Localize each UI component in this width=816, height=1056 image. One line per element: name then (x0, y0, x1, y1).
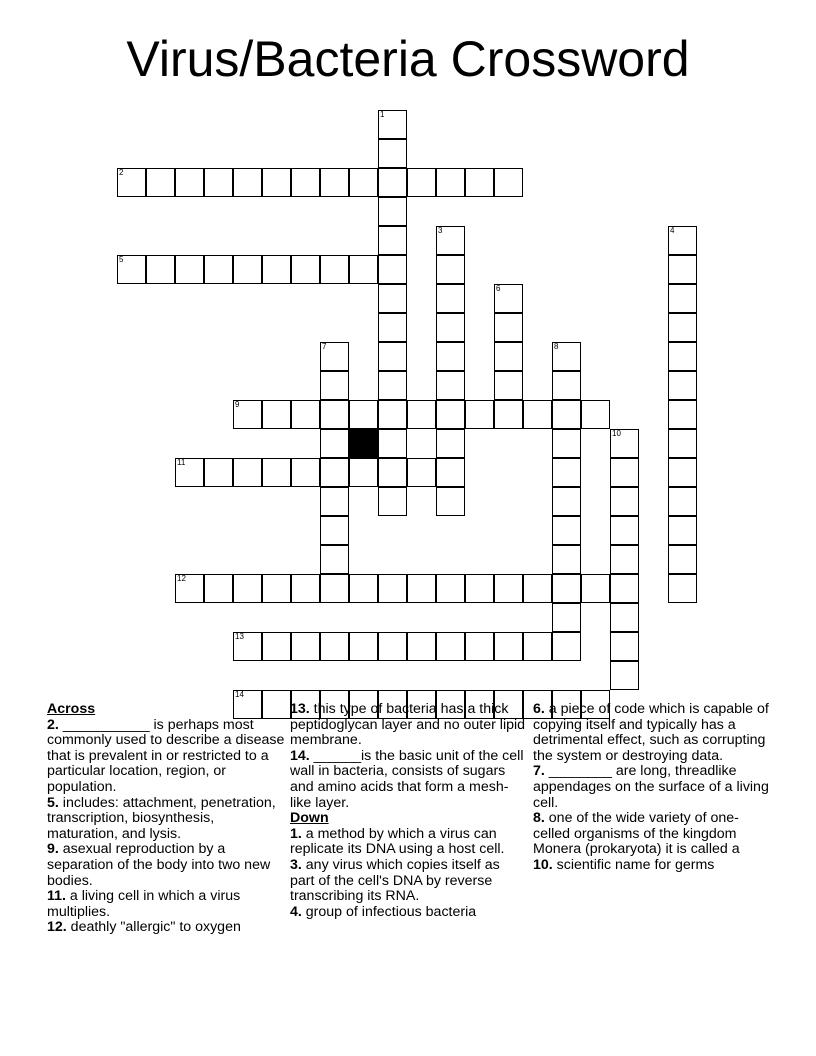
grid-cell[interactable] (494, 574, 523, 603)
grid-cell[interactable] (378, 168, 407, 197)
clue-down-7 (533, 764, 773, 811)
grid-cell[interactable] (378, 226, 407, 255)
grid-cell[interactable] (262, 168, 291, 197)
grid-cell[interactable] (668, 429, 697, 458)
cell-number: 3 (438, 226, 443, 235)
grid-cell[interactable] (523, 574, 552, 603)
clue-text: any virus which copies itself as part of the cell's DNA by reverse transcribing its RNA. (290, 856, 500, 905)
cell-number: 6 (496, 284, 501, 293)
grid-cell[interactable] (204, 168, 233, 197)
grid-cell[interactable] (320, 574, 349, 603)
clue-down-1 (290, 827, 526, 858)
grid-cell[interactable] (117, 168, 146, 197)
grid-cell[interactable] (378, 139, 407, 168)
grid-cell[interactable] (436, 371, 465, 400)
grid-cell[interactable] (320, 342, 349, 371)
grid-cell[interactable] (320, 487, 349, 516)
grid-cell[interactable] (494, 632, 523, 661)
grid-cell[interactable] (581, 400, 610, 429)
grid-cell[interactable] (494, 371, 523, 400)
grid-cell[interactable] (668, 284, 697, 313)
grid-cell[interactable] (552, 458, 581, 487)
grid-cell[interactable] (320, 168, 349, 197)
grid-cell[interactable] (291, 168, 320, 197)
grid-cell[interactable] (262, 632, 291, 661)
cell-number: 4 (670, 226, 675, 235)
grid-cell[interactable] (494, 313, 523, 342)
blocked-cell (349, 429, 378, 458)
grid-cell[interactable] (407, 632, 436, 661)
grid-cell[interactable] (610, 429, 639, 458)
clue-number: 2. (47, 716, 59, 733)
clue-down-6 (533, 702, 773, 764)
grid-cell[interactable] (610, 603, 639, 632)
grid-cell[interactable] (552, 545, 581, 574)
clue-across-5 (47, 796, 287, 843)
clue-number: 12. (47, 919, 67, 936)
grid-cell[interactable] (668, 545, 697, 574)
clue-text: ___________ is perhaps most commonly used to describe a disease that is prevalent in or restricted to a particular location, region, or population. (47, 716, 285, 795)
grid-cell[interactable] (204, 255, 233, 284)
clue-column-2 (290, 702, 526, 920)
grid-cell[interactable] (407, 168, 436, 197)
grid-cell[interactable] (378, 429, 407, 458)
cell-number: 12 (177, 574, 186, 583)
clue-number: 11. (47, 888, 66, 905)
grid-cell[interactable] (291, 458, 320, 487)
grid-cell[interactable] (320, 545, 349, 574)
grid-cell[interactable] (668, 371, 697, 400)
grid-cell[interactable] (436, 255, 465, 284)
cell-number: 14 (235, 690, 244, 699)
grid-cell[interactable] (610, 661, 639, 690)
puzzle-title: Virus/Bacteria Crossword (126, 31, 690, 87)
grid-cell[interactable] (291, 574, 320, 603)
clue-across-9 (47, 842, 287, 889)
grid-cell[interactable] (465, 632, 494, 661)
grid-cell[interactable] (436, 342, 465, 371)
clue-text: ________ are long, threadlike appendages on the surface of a living cell. (533, 763, 769, 811)
grid-cell[interactable] (581, 574, 610, 603)
cell-number: 13 (235, 632, 244, 641)
grid-cell[interactable] (465, 400, 494, 429)
grid-cell[interactable] (349, 168, 378, 197)
clue-number: 7. (533, 763, 545, 780)
grid-cell[interactable] (668, 574, 697, 603)
grid-cell[interactable] (407, 458, 436, 487)
grid-cell[interactable] (262, 255, 291, 284)
clue-text: this type of bacteria has a thick peptidoglycan layer and no outer lipid membrane. (290, 701, 526, 749)
grid-cell[interactable] (610, 458, 639, 487)
clue-number: 9. (47, 841, 59, 858)
grid-cell[interactable] (262, 458, 291, 487)
grid-cell[interactable] (668, 458, 697, 487)
grid-cell[interactable] (291, 255, 320, 284)
grid-cell[interactable] (378, 632, 407, 661)
cell-number: 2 (119, 168, 124, 177)
grid-cell[interactable] (175, 458, 204, 487)
clue-across-2 (47, 718, 287, 796)
grid-cell[interactable] (291, 632, 320, 661)
clue-text: ______is the basic unit of the cell wall in bacteria, consists of sugars and amino acids that form a mesh-like layer. (290, 747, 524, 811)
grid-cell[interactable] (465, 168, 494, 197)
grid-cell[interactable] (436, 226, 465, 255)
grid-cell[interactable] (668, 400, 697, 429)
grid-cell[interactable] (233, 458, 262, 487)
grid-cell[interactable] (436, 429, 465, 458)
grid-cell[interactable] (175, 255, 204, 284)
grid-cell[interactable] (407, 574, 436, 603)
cell-number: 7 (322, 342, 327, 351)
grid-cell[interactable] (378, 255, 407, 284)
grid-cell[interactable] (378, 110, 407, 139)
grid-cell[interactable] (610, 545, 639, 574)
grid-cell[interactable] (552, 429, 581, 458)
clue-text: includes: attachment, penetration, transcription, biosynthesis, maturation, and lysis. (47, 794, 276, 842)
grid-cell[interactable] (291, 400, 320, 429)
grid-cell[interactable] (668, 255, 697, 284)
cell-number: 1 (380, 110, 385, 119)
grid-cell[interactable] (436, 284, 465, 313)
clue-number: 10. (533, 856, 553, 873)
clue-text: group of infectious bacteria (301, 903, 477, 920)
grid-cell[interactable] (175, 574, 204, 603)
clue-number: 8. (533, 810, 545, 827)
grid-cell[interactable] (552, 342, 581, 371)
grid-cell[interactable] (552, 632, 581, 661)
grid-cell[interactable] (233, 632, 262, 661)
grid-cell[interactable] (668, 226, 697, 255)
grid-cell[interactable] (204, 574, 233, 603)
grid-cell[interactable] (668, 487, 697, 516)
grid-cell[interactable] (233, 168, 262, 197)
clue-text: deathly "allergic" to oxygen (66, 919, 241, 936)
clue-down-4 (290, 905, 526, 921)
grid-cell[interactable] (378, 400, 407, 429)
down-heading: Down (290, 810, 329, 827)
clue-down-10 (533, 858, 773, 874)
grid-cell[interactable] (552, 516, 581, 545)
grid-cell[interactable] (175, 168, 204, 197)
grid-cell[interactable] (552, 371, 581, 400)
grid-cell[interactable] (320, 400, 349, 429)
grid-cell[interactable] (378, 574, 407, 603)
grid-cell[interactable] (523, 400, 552, 429)
grid-cell[interactable] (349, 458, 378, 487)
clue-number: 13. (290, 701, 310, 717)
grid-cell[interactable] (610, 487, 639, 516)
grid-cell[interactable] (378, 487, 407, 516)
grid-cell[interactable] (523, 632, 552, 661)
grid-cell[interactable] (349, 400, 378, 429)
clue-column-3 (533, 702, 773, 874)
grid-cell[interactable] (233, 255, 262, 284)
grid-cell[interactable] (494, 284, 523, 313)
cell-number: 10 (612, 429, 621, 438)
grid-cell[interactable] (610, 632, 639, 661)
grid-cell[interactable] (494, 342, 523, 371)
clue-text: a living cell in which a virus multiplies. (47, 888, 241, 920)
clue-text: asexual reproduction by a separation of the body into two new bodies. (47, 841, 271, 889)
clue-down-3 (290, 858, 526, 905)
across-heading: Across (47, 701, 96, 717)
grid-cell[interactable] (320, 632, 349, 661)
grid-cell[interactable] (436, 400, 465, 429)
grid-cell[interactable] (407, 400, 436, 429)
grid-cell[interactable] (378, 342, 407, 371)
clue-down-8 (533, 811, 773, 858)
grid-cell[interactable] (494, 400, 523, 429)
clue-number: 4. (290, 903, 302, 920)
grid-cell[interactable] (436, 487, 465, 516)
grid-cell[interactable] (378, 313, 407, 342)
grid-cell[interactable] (117, 255, 146, 284)
grid-cell[interactable] (668, 342, 697, 371)
grid-cell[interactable] (146, 168, 175, 197)
clue-text: scientific name for germs (552, 856, 715, 873)
clue-text: a method by which a virus can replicate its DNA using a host cell. (290, 825, 505, 858)
grid-cell[interactable] (378, 371, 407, 400)
grid-cell[interactable] (320, 516, 349, 545)
cell-number: 9 (235, 400, 240, 409)
grid-cell[interactable] (262, 574, 291, 603)
grid-cell[interactable] (436, 313, 465, 342)
grid-cell[interactable] (610, 574, 639, 603)
grid-cell[interactable] (349, 632, 378, 661)
grid-cell[interactable] (552, 400, 581, 429)
grid-cell[interactable] (436, 458, 465, 487)
grid-cell[interactable] (378, 197, 407, 226)
clue-across-13 (290, 702, 526, 749)
clue-across-11 (47, 889, 287, 920)
grid-cell[interactable] (320, 255, 349, 284)
grid-cell[interactable] (436, 632, 465, 661)
clue-number: 14. (290, 747, 310, 764)
grid-cell[interactable] (436, 574, 465, 603)
clue-column-1 (47, 702, 287, 936)
grid-cell[interactable] (668, 313, 697, 342)
grid-cell[interactable] (233, 574, 262, 603)
clue-number: 6. (533, 701, 545, 717)
grid-cell[interactable] (552, 603, 581, 632)
grid-cell[interactable] (320, 371, 349, 400)
grid-cell[interactable] (378, 458, 407, 487)
grid-cell[interactable] (494, 168, 523, 197)
grid-cell[interactable] (465, 574, 494, 603)
cell-number: 5 (119, 255, 124, 264)
grid-cell[interactable] (320, 429, 349, 458)
clue-number: 3. (290, 856, 302, 873)
clue-number: 5. (47, 794, 59, 811)
grid-cell[interactable] (668, 516, 697, 545)
clue-text: a piece of code which is capable of copying itself and typically has a detrimental effect, such as corrupting the system or destroying data. (533, 701, 769, 764)
clue-across-14 (290, 749, 526, 811)
grid-cell[interactable] (349, 574, 378, 603)
grid-cell[interactable] (436, 168, 465, 197)
grid-cell[interactable] (378, 284, 407, 313)
grid-cell[interactable] (262, 400, 291, 429)
grid-cell[interactable] (204, 458, 233, 487)
cell-number: 8 (554, 342, 559, 351)
grid-cell[interactable] (146, 255, 175, 284)
grid-cell[interactable] (349, 255, 378, 284)
grid-cell[interactable] (610, 516, 639, 545)
grid-cell[interactable] (552, 487, 581, 516)
grid-cell[interactable] (233, 400, 262, 429)
clue-number: 1. (290, 825, 302, 842)
clue-text: one of the wide variety of one-celled organisms of the kingdom Monera (prokaryota) it is called a (533, 810, 740, 858)
clue-across-12 (47, 920, 287, 936)
grid-cell[interactable] (552, 574, 581, 603)
grid-cell[interactable] (320, 458, 349, 487)
cell-number: 11 (177, 458, 186, 467)
